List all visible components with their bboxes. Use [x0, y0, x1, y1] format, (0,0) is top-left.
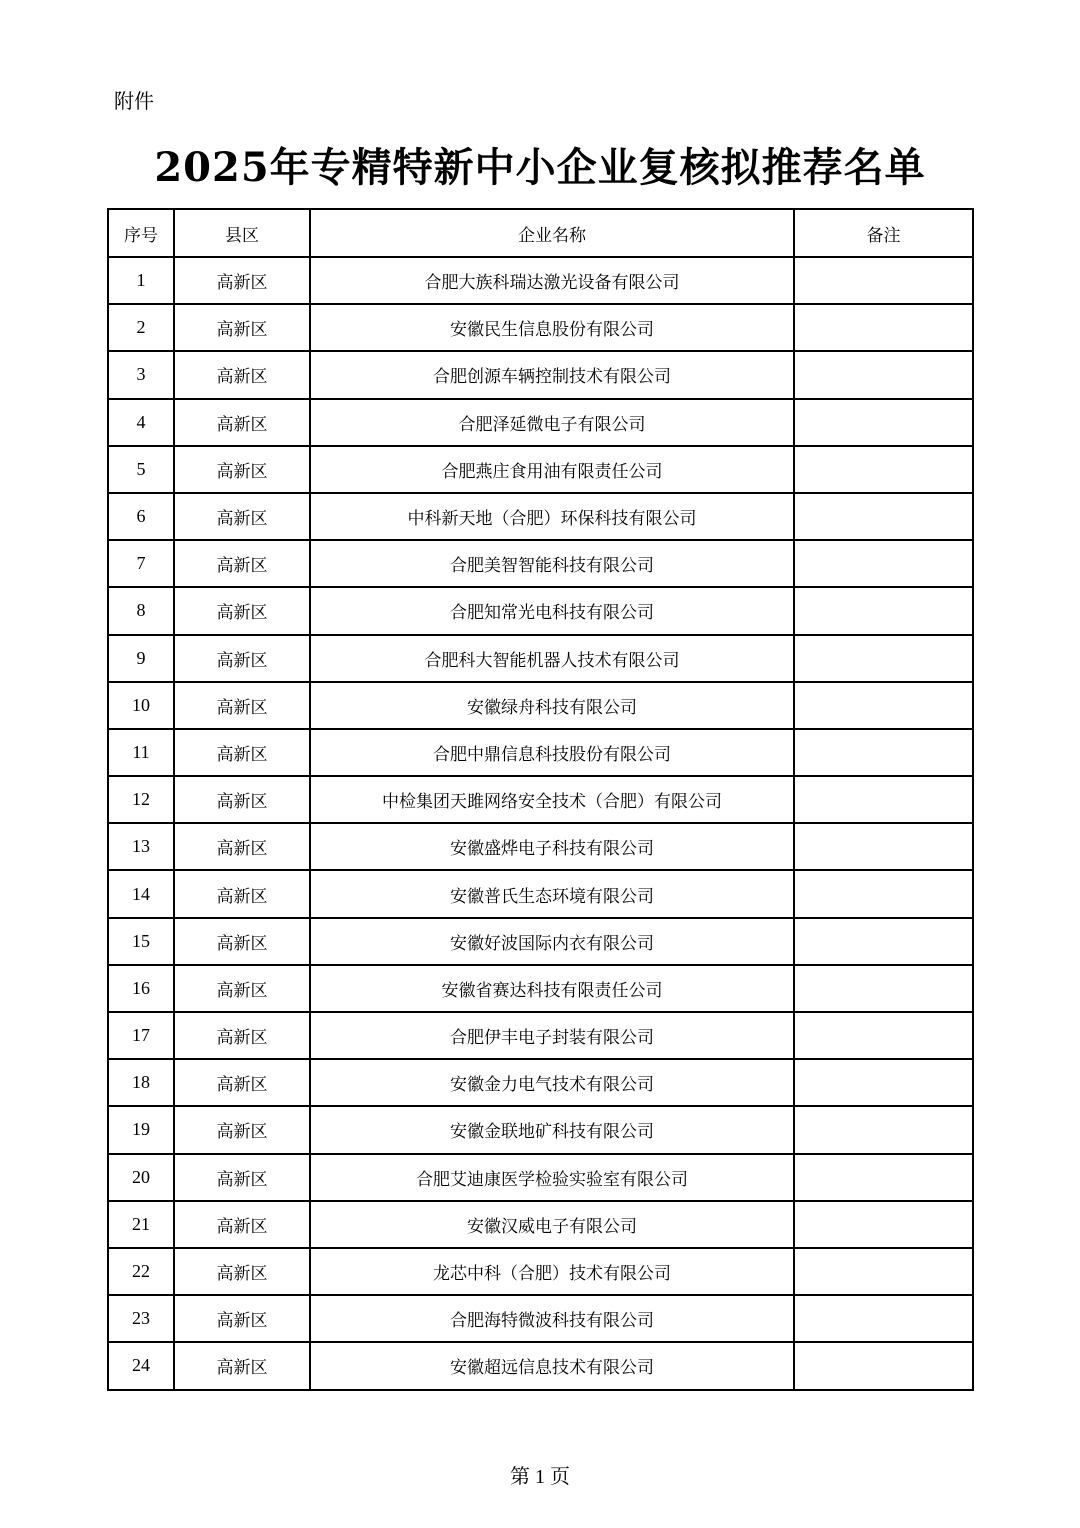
- table-row: [108, 304, 973, 351]
- row-company-cell: 中检集团天雎网络安全技术（合肥）有限公司: [310, 776, 794, 823]
- row-remark-cell: [794, 776, 973, 823]
- row-district-cell: 高新区: [174, 446, 310, 493]
- row-district-cell: 高新区: [174, 729, 310, 776]
- row-index-cell: 7: [108, 540, 174, 587]
- row-district-cell: 高新区: [174, 918, 310, 965]
- row-company-cell: 安徽绿舟科技有限公司: [310, 682, 794, 729]
- table-row: [108, 540, 973, 587]
- row-company-cell: 合肥伊丰电子封装有限公司: [310, 1012, 794, 1059]
- row-index-cell: 19: [108, 1106, 174, 1153]
- page-number: 第 1 页: [510, 1466, 570, 1488]
- row-remark-cell: [794, 1201, 973, 1248]
- row-company-cell: 合肥泽延微电子有限公司: [310, 399, 794, 446]
- row-remark-cell: [794, 965, 973, 1012]
- row-company-cell: 合肥创源车辆控制技术有限公司: [310, 351, 794, 398]
- row-district-cell: 高新区: [174, 399, 310, 446]
- row-company-cell: 安徽金联地矿科技有限公司: [310, 1106, 794, 1153]
- table-row: [108, 870, 973, 917]
- row-remark-cell: [794, 823, 973, 870]
- row-district-cell: 高新区: [174, 776, 310, 823]
- table-header-row: [108, 209, 973, 257]
- row-district-cell: 高新区: [174, 540, 310, 587]
- row-index-cell: 20: [108, 1154, 174, 1201]
- row-company-cell: 合肥美智智能科技有限公司: [310, 540, 794, 587]
- row-district-cell: 高新区: [174, 1295, 310, 1342]
- row-company-cell: 中科新天地（合肥）环保科技有限公司: [310, 493, 794, 540]
- row-index-cell: 11: [108, 729, 174, 776]
- row-company-cell: 龙芯中科（合肥）技术有限公司: [310, 1248, 794, 1295]
- row-district-cell: 高新区: [174, 635, 310, 682]
- row-district-cell: 高新区: [174, 304, 310, 351]
- row-remark-cell: [794, 1342, 973, 1389]
- row-index-cell: 1: [108, 257, 174, 304]
- table-row: [108, 729, 973, 776]
- row-company-cell: 安徽普氏生态环境有限公司: [310, 870, 794, 917]
- table-row: [108, 1154, 973, 1201]
- row-remark-cell: [794, 304, 973, 351]
- row-district-cell: 高新区: [174, 1059, 310, 1106]
- row-district-cell: 高新区: [174, 823, 310, 870]
- table-row: [108, 587, 973, 634]
- table-row: [108, 1012, 973, 1059]
- table-row: [108, 1342, 973, 1389]
- row-district-cell: 高新区: [174, 1106, 310, 1153]
- row-index-cell: 23: [108, 1295, 174, 1342]
- row-remark-cell: [794, 682, 973, 729]
- table-row: [108, 635, 973, 682]
- row-index-cell: 8: [108, 587, 174, 634]
- row-company-cell: 合肥科大智能机器人技术有限公司: [310, 635, 794, 682]
- row-remark-cell: [794, 1248, 973, 1295]
- row-index-cell: 4: [108, 399, 174, 446]
- row-district-cell: 高新区: [174, 870, 310, 917]
- header-company: 企业名称: [310, 209, 794, 257]
- row-district-cell: 高新区: [174, 351, 310, 398]
- row-remark-cell: [794, 493, 973, 540]
- row-company-cell: 合肥知常光电科技有限公司: [310, 587, 794, 634]
- table-row: [108, 399, 973, 446]
- table-row: [108, 351, 973, 398]
- row-index-cell: 17: [108, 1012, 174, 1059]
- row-remark-cell: [794, 870, 973, 917]
- table-row: [108, 823, 973, 870]
- row-company-cell: 合肥燕庄食用油有限责任公司: [310, 446, 794, 493]
- row-remark-cell: [794, 1059, 973, 1106]
- row-remark-cell: [794, 1106, 973, 1153]
- row-district-cell: 高新区: [174, 1248, 310, 1295]
- row-index-cell: 12: [108, 776, 174, 823]
- page-title: 2025年专精特新中小企业复核拟推荐名单: [154, 144, 926, 191]
- row-remark-cell: [794, 446, 973, 493]
- table-row: [108, 1201, 973, 1248]
- table-row: [108, 446, 973, 493]
- row-index-cell: 16: [108, 965, 174, 1012]
- row-index-cell: 24: [108, 1342, 174, 1389]
- row-index-cell: 21: [108, 1201, 174, 1248]
- row-company-cell: 安徽民生信息股份有限公司: [310, 304, 794, 351]
- attachment-label: 附件: [114, 89, 154, 113]
- row-district-cell: 高新区: [174, 1201, 310, 1248]
- recommendation-table: [107, 208, 974, 1391]
- table-row: [108, 257, 973, 304]
- row-district-cell: 高新区: [174, 1154, 310, 1201]
- table-body: [108, 257, 973, 1390]
- row-company-cell: 合肥海特微波科技有限公司: [310, 1295, 794, 1342]
- row-remark-cell: [794, 1154, 973, 1201]
- row-company-cell: 安徽省赛达科技有限责任公司: [310, 965, 794, 1012]
- row-remark-cell: [794, 729, 973, 776]
- row-remark-cell: [794, 399, 973, 446]
- table-row: [108, 682, 973, 729]
- row-index-cell: 10: [108, 682, 174, 729]
- row-district-cell: 高新区: [174, 493, 310, 540]
- row-district-cell: 高新区: [174, 587, 310, 634]
- table-row: [108, 1059, 973, 1106]
- row-company-cell: 安徽超远信息技术有限公司: [310, 1342, 794, 1389]
- table-row: [108, 965, 973, 1012]
- row-index-cell: 14: [108, 870, 174, 917]
- row-index-cell: 3: [108, 351, 174, 398]
- row-index-cell: 18: [108, 1059, 174, 1106]
- row-district-cell: 高新区: [174, 1012, 310, 1059]
- row-district-cell: 高新区: [174, 682, 310, 729]
- row-remark-cell: [794, 918, 973, 965]
- row-company-cell: 安徽盛烨电子科技有限公司: [310, 823, 794, 870]
- row-remark-cell: [794, 351, 973, 398]
- header-district: 县区: [174, 209, 310, 257]
- row-company-cell: 安徽金力电气技术有限公司: [310, 1059, 794, 1106]
- table-row: [108, 776, 973, 823]
- row-remark-cell: [794, 257, 973, 304]
- row-index-cell: 15: [108, 918, 174, 965]
- row-index-cell: 2: [108, 304, 174, 351]
- row-index-cell: 13: [108, 823, 174, 870]
- row-remark-cell: [794, 1295, 973, 1342]
- row-company-cell: 合肥大族科瑞达激光设备有限公司: [310, 257, 794, 304]
- row-district-cell: 高新区: [174, 965, 310, 1012]
- row-district-cell: 高新区: [174, 257, 310, 304]
- table-row: [108, 1248, 973, 1295]
- header-remark: 备注: [794, 209, 973, 257]
- row-remark-cell: [794, 587, 973, 634]
- header-index: 序号: [108, 209, 174, 257]
- table-row: [108, 493, 973, 540]
- row-index-cell: 5: [108, 446, 174, 493]
- table-row: [108, 1106, 973, 1153]
- row-district-cell: 高新区: [174, 1342, 310, 1389]
- row-index-cell: 9: [108, 635, 174, 682]
- row-company-cell: 合肥中鼎信息科技股份有限公司: [310, 729, 794, 776]
- row-index-cell: 6: [108, 493, 174, 540]
- row-remark-cell: [794, 1012, 973, 1059]
- row-remark-cell: [794, 540, 973, 587]
- table-row: [108, 918, 973, 965]
- row-company-cell: 安徽好波国际内衣有限公司: [310, 918, 794, 965]
- row-index-cell: 22: [108, 1248, 174, 1295]
- row-company-cell: 安徽汉威电子有限公司: [310, 1201, 794, 1248]
- row-company-cell: 合肥艾迪康医学检验实验室有限公司: [310, 1154, 794, 1201]
- row-remark-cell: [794, 635, 973, 682]
- table-row: [108, 1295, 973, 1342]
